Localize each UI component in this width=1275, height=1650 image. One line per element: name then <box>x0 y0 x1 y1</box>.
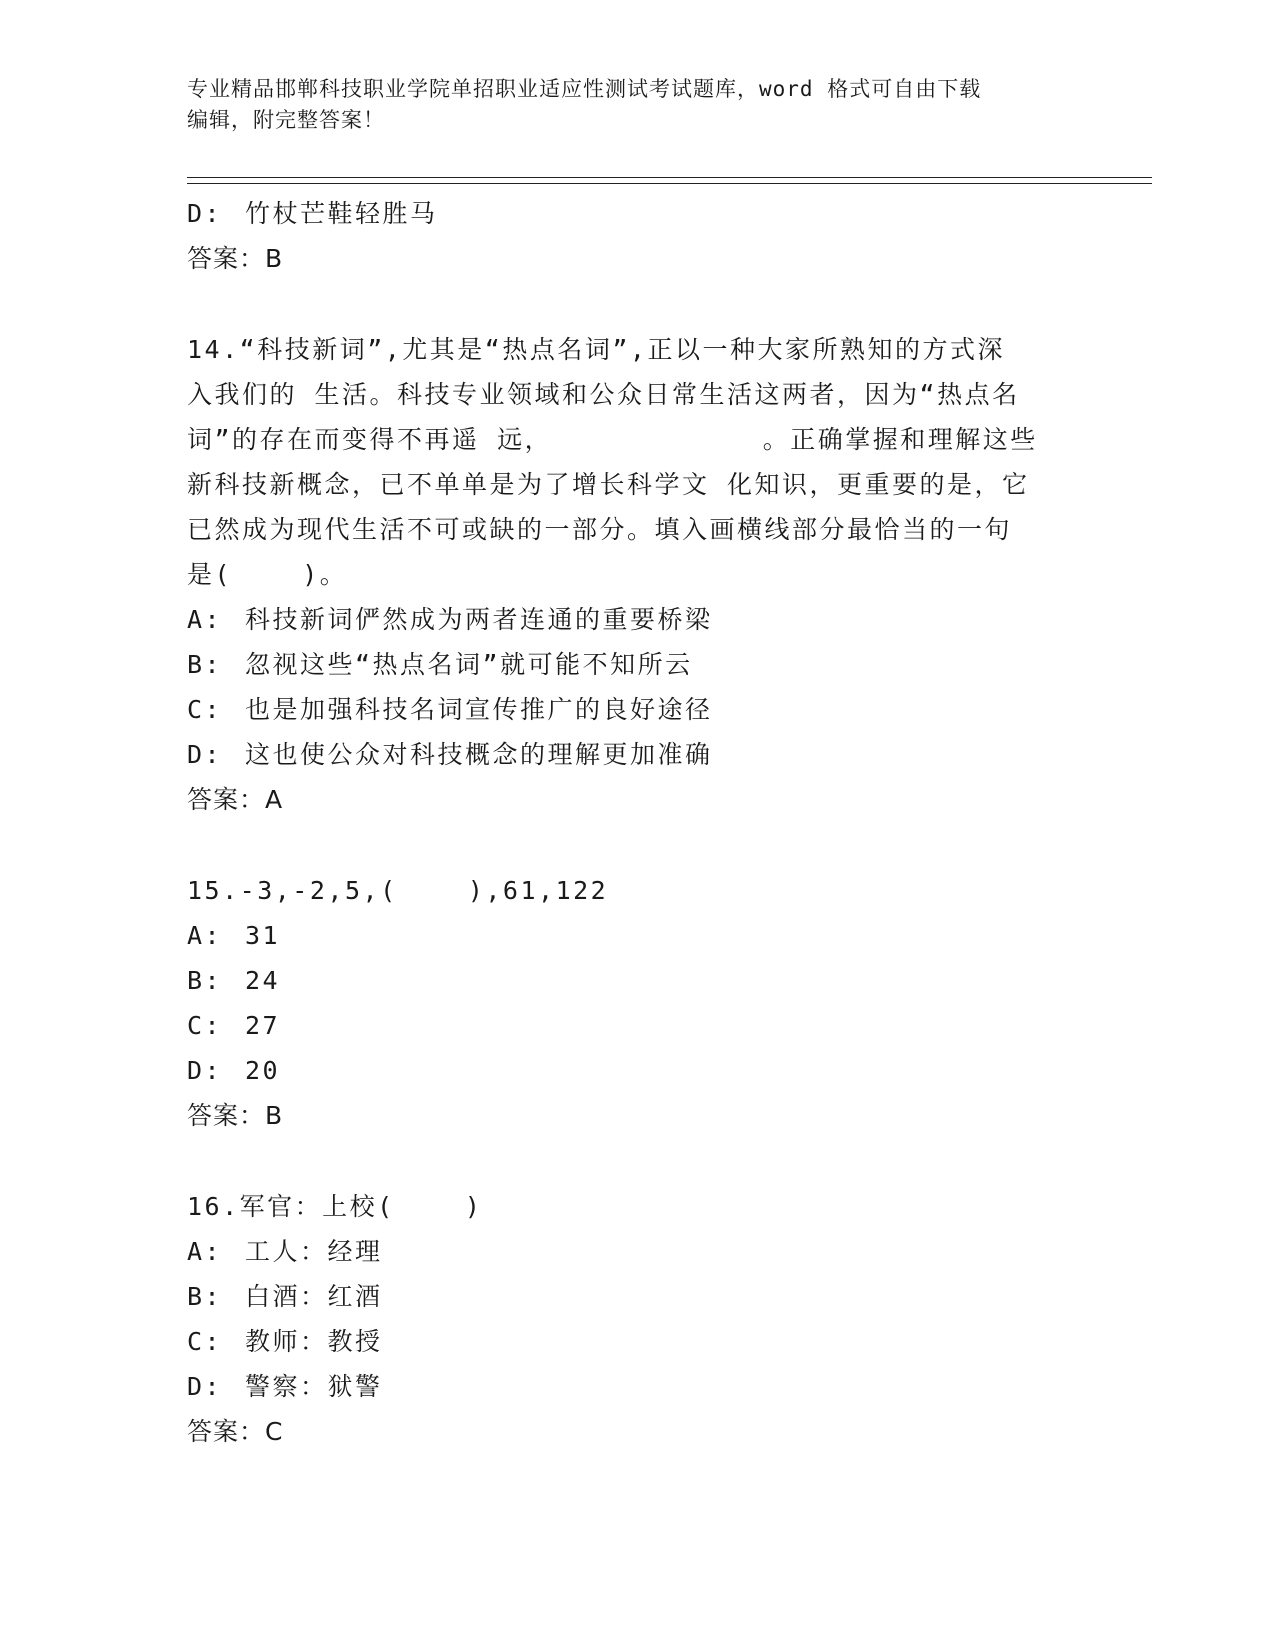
option-text: 白酒：红酒 <box>245 1282 383 1311</box>
option-label: D: <box>187 1056 223 1085</box>
option-label: D: <box>187 740 223 769</box>
option-a <box>187 913 1087 958</box>
page-header <box>187 74 1087 136</box>
option-text: 31 <box>245 921 281 950</box>
answer-line: 答案：A <box>187 785 284 814</box>
question-stem-line: 是( )。 <box>187 560 348 589</box>
header-line-1: 专业精品邯郸科技职业学院单招职业适应性测试考试题库，word 格式可自由下载 <box>187 77 982 101</box>
answer-line: 答案：C <box>187 1417 284 1446</box>
header-divider-bottom <box>187 183 1152 184</box>
option-label: A: <box>187 605 223 634</box>
answer-line: 答案：B <box>187 1101 284 1130</box>
option-label: C: <box>187 695 223 724</box>
question-stem-line: 入我们的 生活。科技专业领域和公众日常生活这两者，因为“热点名 <box>187 380 1020 409</box>
option-label: C: <box>187 1011 223 1040</box>
question-content <box>187 191 1087 1454</box>
option-label: D: <box>187 1372 223 1401</box>
option-d <box>187 191 1087 236</box>
question-stem-line: 已然成为现代生活不可或缺的一部分。填入画横线部分最恰当的一句 <box>187 515 1013 544</box>
option-text: 警察：狱警 <box>245 1372 383 1401</box>
option-text: 24 <box>245 966 281 995</box>
question-15 <box>187 868 1087 1138</box>
option-label: A: <box>187 1237 223 1266</box>
option-text: 科技新词俨然成为两者连通的重要桥梁 <box>245 605 713 634</box>
option-d <box>187 1048 1087 1093</box>
option-label: A: <box>187 921 223 950</box>
option-text: 工人：经理 <box>245 1237 383 1266</box>
option-d <box>187 732 1087 777</box>
question-stem: 16.军官：上校( ) <box>187 1192 483 1221</box>
option-c <box>187 1003 1087 1048</box>
option-a <box>187 597 1087 642</box>
option-c <box>187 687 1087 732</box>
option-b <box>187 642 1087 687</box>
answer-line: 答案：B <box>187 244 284 273</box>
question-16 <box>187 1184 1087 1454</box>
header-divider-top <box>187 177 1152 178</box>
option-label: B: <box>187 1282 223 1311</box>
option-d <box>187 1364 1087 1409</box>
option-b <box>187 958 1087 1003</box>
option-b <box>187 1274 1087 1319</box>
header-line-2: 编辑，附完整答案！ <box>187 108 385 132</box>
question-14 <box>187 327 1087 822</box>
option-text: 竹杖芒鞋轻胜马 <box>245 199 438 228</box>
option-text: 也是加强科技名词宣传推广的良好途径 <box>245 695 713 724</box>
option-text: 教师：教授 <box>245 1327 383 1356</box>
option-label: B: <box>187 966 223 995</box>
option-text: 27 <box>245 1011 281 1040</box>
option-text: 20 <box>245 1056 281 1085</box>
option-label: B: <box>187 650 223 679</box>
question-stem-line: 新科技新概念，已不单单是为了增长科学文 化知识，更重要的是，它 <box>187 470 1030 499</box>
question-stem-line: 词”的存在而变得不再遥 远， 。正确掌握和理解这些 <box>187 425 1038 454</box>
option-label: D: <box>187 199 223 228</box>
option-a <box>187 1229 1087 1274</box>
option-text: 忽视这些“热点名词”就可能不知所云 <box>245 650 693 679</box>
option-c <box>187 1319 1087 1364</box>
option-label: C: <box>187 1327 223 1356</box>
question-stem: 15.-3,-2,5,( ),61,122 <box>187 876 609 905</box>
option-text: 这也使公众对科技概念的理解更加准确 <box>245 740 713 769</box>
question-stem-line: 14.“科技新词”,尤其是“热点名词”,正以一种大家所熟知的方式深 <box>187 335 1005 364</box>
